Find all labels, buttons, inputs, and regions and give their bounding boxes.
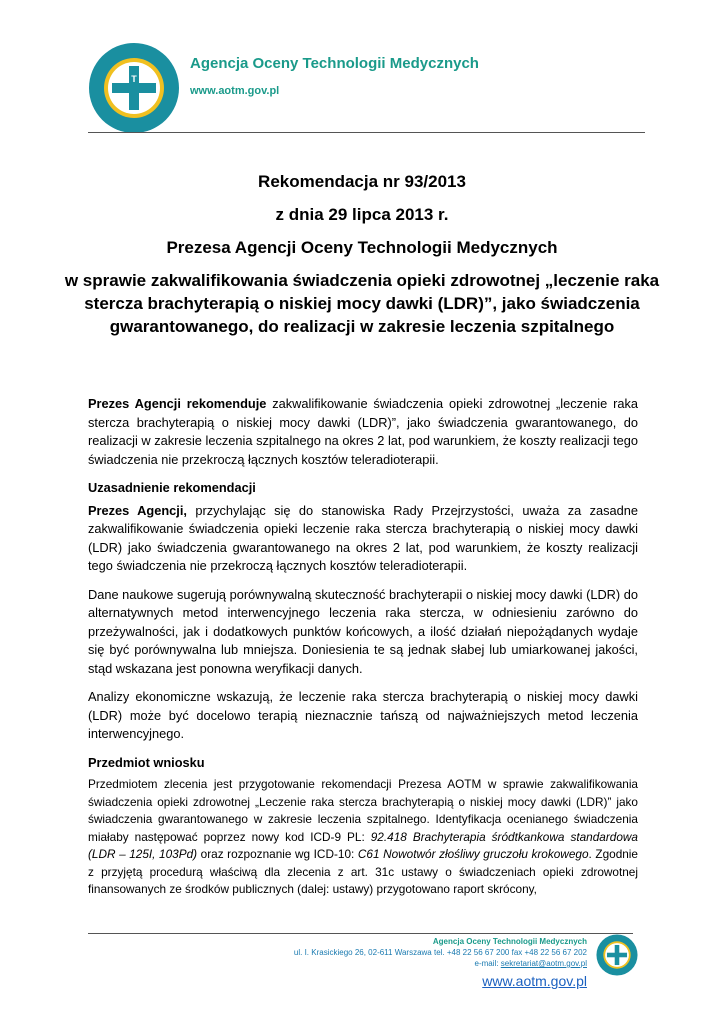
icd10-code: C61 Nowotwór złośliwy gruczołu krokowego [357, 847, 589, 861]
email-label: e-mail: [474, 959, 501, 968]
document-body [88, 395, 638, 909]
title-line-date: z dnia 29 lipca 2013 r. [275, 205, 449, 224]
bold-lead: Prezes Agencji, [88, 502, 187, 518]
paragraph-recommendation [88, 395, 638, 469]
footer-address: ul. I. Krasickiego 26, 02-611 Warszawa tel. +48 22 56 67 200 fax +48 22 56 67 202 [293, 948, 587, 957]
section-heading-subject: Przedmiot wniosku [88, 754, 205, 770]
svg-text:A: A [143, 84, 151, 94]
svg-text:T: T [131, 74, 137, 84]
paragraph-evidence: Dane naukowe sugerują porównywalną skuteczność brachyterapii o niskiej mocy dawki (LDR) do alternatywnych metod interwencyjnego leczenia raka stercza, w odniesieniu zarówno do przeżywalności, jak i dodatkowych punktów końcowych, a ilość działań niepożądanych wydaje się być porównywalna lub mniejsza. Doniesienia te są jednak słabej lub umiarkowanej jakości, stąd wskazana jest ponowna weryfikacji danych. [88, 586, 638, 676]
paragraph-subject [88, 776, 638, 899]
org-url[interactable]: www.aotm.gov.pl [190, 85, 280, 97]
paragraph-justification [88, 502, 638, 576]
header-divider [88, 132, 645, 133]
title-line-subject: w sprawie zakwalifikowania świadczenia opieki zdrowotnej „leczenie raka stercza brachyterapią o niskiej mocy dawki (LDR)”, jako świadczenia gwarantowanego, do realizacji w zakresie leczenia szpitalnego [64, 271, 660, 336]
footer-email-link[interactable]: sekretariat@aotm.gov.pl [500, 959, 587, 968]
section-heading-justification: Uzasadnienie rekomendacji [88, 480, 256, 495]
paragraph-economics: Analizy ekonomiczne wskazują, że leczenie raka stercza brachyterapią o niskiej mocy dawki (LDR) może być docelowo terapią nieznacznie tańszą od najważniejszych metod leczenia interwencyjnego. [88, 689, 638, 741]
icd9-code: 92.418 Brachyterapia śródtkankowa standardowa (LDR – 125I, 103Pd) [88, 829, 638, 861]
org-title: Agencja Oceny Technologii Medycznych [190, 55, 479, 72]
footer-url[interactable]: www.aotm.gov.pl [482, 973, 587, 989]
bold-lead: Prezes Agencji rekomenduje [88, 396, 267, 411]
footer-divider [88, 933, 633, 934]
recommendation-title [60, 170, 664, 338]
svg-text:H: H [117, 84, 125, 94]
paragraph-text: zakwalifikowanie świadczenia opieki zdrowotnej „leczenie raka stercza brachyterapią o niskiej mocy dawki (LDR)”, jako świadczenia gwarantowanego, do realizacji w zakresie leczenia szpitalnego na okres 2 lat, pod warunkiem, że koszty realizacji tego świadczenia nie przekroczą łącznych kosztów teleradioterapii. [88, 396, 638, 467]
paragraph-text: przychylając się do stanowiska Rady Przejrzystości, uważa za zasadne zakwalifikowanie świadczenia opieki leczenie raka stercza brachyterapią o niskiej mocy dawki (LDR) jako świadczenia gwarantowanego na okres 2 lat, pod warunkiem, że koszty realizacji tego świadczenia nie przekroczą łącznych kosztów teleradioterapii. [88, 502, 639, 573]
footer-email-line [294, 958, 587, 969]
aotm-logo [88, 42, 180, 134]
title-line-number: Rekomendacja nr 93/2013 [258, 172, 466, 191]
paragraph-text: oraz rozpoznanie wg ICD-10: [197, 847, 358, 861]
paragraph-text: . Zgodnie z przyjętą procedurą właściwą dla zlecenia z art. 31c ustawy o świadczeniach opieki zdrowotnej finansowanych ze środków publicznych (dalej: ustawy) przygotowano raport skrócony, [88, 847, 638, 896]
title-line-issuer: Prezesa Agencji Oceny Technologii Medycznych [166, 238, 558, 257]
aotm-logo-small [596, 934, 638, 976]
footer-contact [294, 936, 587, 991]
paragraph-text: Przedmiotem zlecenia jest przygotowanie rekomendacji Prezesa AOTM w sprawie zakwalifikowania świadczenia opieki zdrowotnej „Leczenie raka stercza brachyterapią o niskiej mocy dawki (LDR)” jako świadczenia gwarantowanego w zakresie leczenia szpitalnego. Identyfikacja ocenianego świadczenia miałaby następować poprzez nowy kod ICD-9 PL: [88, 777, 638, 844]
footer-org: Agencja Oceny Technologii Medycznych [432, 937, 587, 946]
